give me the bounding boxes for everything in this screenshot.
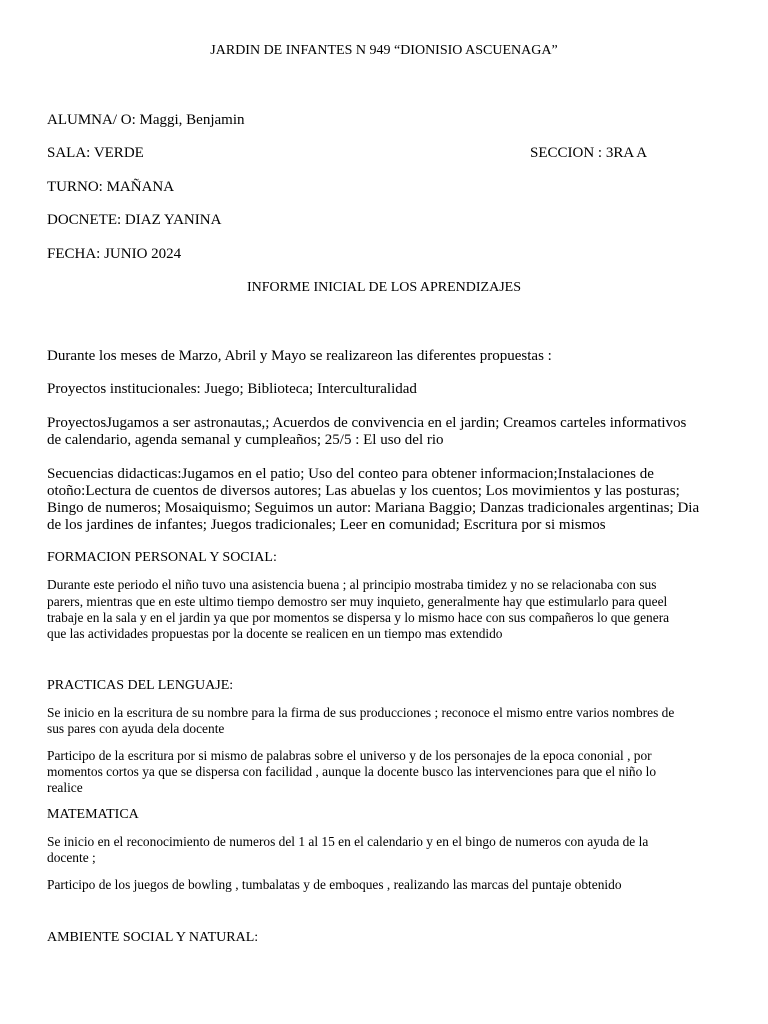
- lenguaje-line: Se inicio en la escritura de su nombre para la firma de sus producciones ; reconoce el mismo entre varios nombres de: [47, 705, 675, 720]
- sala-field: SALA: VERDE: [47, 145, 144, 161]
- docente-field: DOCNETE: DIAZ YANINA: [47, 212, 222, 228]
- matematica-heading: MATEMATICA: [47, 807, 139, 822]
- seccion-field: SECCION : 3RA A: [530, 145, 648, 161]
- lenguaje-line: sus pares con ayuda dela docente: [47, 721, 225, 736]
- secuencias-line: Bingo de numeros; Mosaiquismo; Seguimos un autor: Mariana Baggio; Danzas tradicionales argentinas; Dia: [47, 500, 700, 516]
- lenguaje-line: momentos cortos ya que se dispersa con facilidad , aunque la docente busco las intervenciones para que el niño lo: [47, 764, 657, 779]
- lenguaje-line: realice: [47, 780, 83, 795]
- formacion-line: trabaje en la sala y en el jardin ya que por momentos se dispersa y lo mismo hace con sus compañeros lo que genera: [47, 610, 670, 625]
- formacion-line: que las actividades propuestas por la docente se realicen en un tiempo mas extendido: [47, 626, 503, 641]
- matematica-line: Participo de los juegos de bowling , tumbalatas y de emboques , realizando las marcas del puntaje obtenido: [47, 877, 622, 892]
- student-name: ALUMNA/ O: Maggi, Benjamin: [47, 112, 245, 128]
- proyectos-line: ProyectosJugamos a ser astronautas,; Acuerdos de convivencia en el jardin; Creamos carteles informativos: [47, 415, 687, 431]
- formacion-line: Durante este periodo el niño tuvo una asistencia buena ; al principio mostraba timidez y no se relacionaba con sus: [47, 577, 657, 592]
- formacion-heading: FORMACION PERSONAL Y SOCIAL:: [47, 550, 277, 565]
- lenguaje-line: Participo de la escritura por si mismo de palabras sobre el universo y de los personajes de la epoca cononial , por: [47, 748, 652, 763]
- matematica-line: docente ;: [47, 850, 96, 865]
- school-title: JARDIN DE INFANTES N 949 “DIONISIO ASCUENAGA”: [210, 43, 558, 58]
- report-title: INFORME INICIAL DE LOS APRENDIZAJES: [246, 280, 522, 295]
- ambiente-heading: AMBIENTE SOCIAL Y NATURAL:: [47, 930, 259, 945]
- turno-field: TURNO: MAÑANA: [47, 179, 175, 195]
- intro-line: Durante los meses de Marzo, Abril y Mayo se realizareon las diferentes propuestas :: [47, 348, 552, 364]
- fecha-field: FECHA: JUNIO 2024: [47, 246, 182, 262]
- proyectos-line: de calendario, agenda semanal y cumpleaños; 25/5 : El uso del rio: [47, 432, 444, 448]
- proyectos-institucionales: Proyectos institucionales: Juego; Biblioteca; Interculturalidad: [47, 381, 417, 397]
- lenguaje-heading: PRACTICAS DEL LENGUAJE:: [47, 678, 234, 693]
- formacion-line: parers, mientras que en este ultimo tiempo demostro ser muy inquieto, generalmente hay que estimularlo para queel: [47, 594, 668, 609]
- secuencias-line: de los jardines de infantes; Juegos tradicionales; Leer en comunidad; Escritura por si mismos: [47, 517, 606, 533]
- secuencias-line: otoño:Lectura de cuentos de diversos autores; Las abuelas y los cuentos; Los movimientos y las posturas;: [47, 483, 680, 499]
- secuencias-line: Secuencias didacticas:Jugamos en el patio; Uso del conteo para obtener informacion;Instalaciones de: [47, 466, 654, 482]
- matematica-line: Se inicio en el reconocimiento de numeros del 1 al 15 en el calendario y en el bingo de numeros con ayuda de la: [47, 834, 649, 849]
